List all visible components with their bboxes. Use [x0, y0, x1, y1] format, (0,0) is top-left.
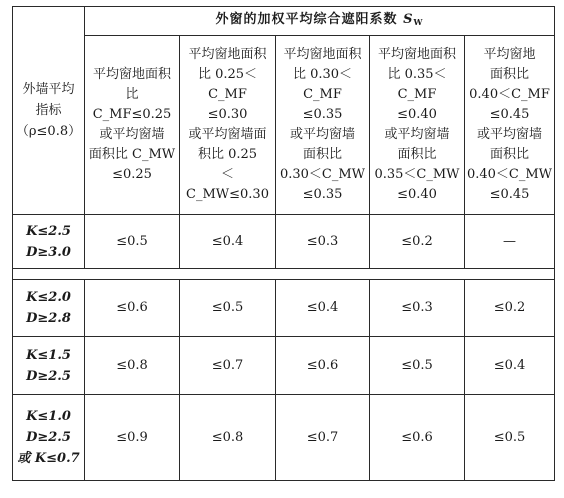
table-row	[13, 280, 555, 337]
table-row	[13, 395, 555, 481]
table-cell: ≤0.4	[180, 215, 276, 269]
col2-line-4: 或平均窗墙面	[188, 127, 267, 142]
col5-line-5: 或平均窗墙	[477, 127, 543, 142]
col2-line-1: 平均窗地面积	[188, 47, 267, 62]
table-cell: ≤0.5	[180, 280, 276, 337]
table-cell: ≤0.2	[465, 280, 555, 337]
table-cell: ≤0.4	[465, 337, 555, 395]
table-cell: ≤0.8	[180, 395, 276, 481]
row3-label-line-1: K≤1.5	[26, 347, 71, 363]
col1-line-1: 平均窗地面积	[92, 67, 171, 82]
table-cell: ≤0.5	[85, 215, 180, 269]
table-cell: ≤0.4	[276, 280, 370, 337]
row1-label-line-1: K≤2.5	[26, 223, 71, 239]
row-label	[13, 215, 85, 269]
table-cell: ≤0.5	[370, 337, 465, 395]
col4-line-7: ≤0.40	[397, 187, 437, 202]
col2-line-5: 积比 0.25	[197, 147, 258, 162]
col1-line-2: 比 C_MF≤0.25	[92, 87, 172, 122]
row3-label-line-2: D≥2.5	[26, 368, 71, 384]
col5-line-1: 平均窗地	[483, 47, 536, 62]
column-header-3	[276, 36, 370, 215]
table-cell: ≤0.7	[276, 395, 370, 481]
table-cell: ≤0.3	[370, 280, 465, 337]
col5-line-6: 面积比	[490, 147, 530, 162]
table-row	[13, 215, 555, 269]
column-header-2	[180, 36, 276, 215]
row2-label-line-2: D≥2.8	[26, 311, 71, 326]
col3-line-5: 面积比	[302, 147, 342, 162]
column-header-5	[465, 36, 555, 215]
header-left-label	[13, 7, 85, 215]
row-label	[13, 280, 85, 337]
header-left-line-1: 外墙平均	[22, 82, 75, 97]
col4-line-4: 或平均窗墙	[384, 127, 450, 142]
table-cell: ≤0.6	[370, 395, 465, 481]
col3-line-2: 比 0.30＜C_MF	[292, 67, 353, 102]
row-label	[13, 395, 85, 481]
table-cell: ≤0.9	[85, 395, 180, 481]
table-cell: ≤0.6	[85, 280, 180, 337]
row-label	[13, 337, 85, 395]
col4-line-3: ≤0.40	[397, 107, 437, 122]
col2-line-3: ≤0.30	[207, 107, 248, 122]
col3-line-6: 0.30＜C_MW	[279, 167, 366, 182]
header-main-symbol: S	[403, 12, 414, 27]
column-header-1	[85, 36, 180, 215]
col1-line-4: 面积比 C_MW	[88, 147, 176, 162]
header-left-line-2: 指标	[35, 103, 62, 118]
col3-line-3: ≤0.35	[302, 107, 343, 122]
col3-line-7: ≤0.35	[302, 187, 343, 202]
col4-line-1: 平均窗地面积	[377, 47, 456, 62]
col3-line-4: 或平均窗墙	[289, 127, 355, 142]
separator-gap	[13, 269, 555, 280]
col5-line-4: ≤0.45	[489, 107, 530, 122]
header-main-symbol-sub: W	[413, 17, 424, 27]
table-cell: ≤0.3	[276, 215, 370, 269]
row-separator	[13, 269, 555, 280]
table-cell: —	[465, 215, 555, 269]
col4-line-5: 面积比	[397, 147, 437, 162]
header-left-line-3: （ρ≤0.8）	[15, 124, 82, 139]
table-cell: ≤0.8	[85, 337, 180, 395]
col4-line-2: 比 0.35＜C_MF	[387, 67, 447, 102]
col4-line-6: 0.35＜C_MW	[374, 167, 460, 182]
row1-label-line-2: D≥3.0	[26, 244, 71, 260]
row4-label-line-2: D≥2.5	[26, 430, 71, 445]
shading-coefficient-table	[12, 6, 555, 481]
table-cell: ≤0.2	[370, 215, 465, 269]
col1-line-3: 或平均窗墙	[99, 127, 165, 142]
table-cell: ≤0.6	[276, 337, 370, 395]
table-cell: ≤0.7	[180, 337, 276, 395]
header-main-title-text: 外窗的加权平均综合遮阳系数	[215, 12, 398, 27]
row2-label-line-1: K≤2.0	[26, 290, 71, 305]
row4-label-line-1: K≤1.0	[26, 409, 71, 424]
col1-line-5: ≤0.25	[112, 167, 152, 182]
table-row	[13, 337, 555, 395]
col2-line-2: 比 0.25＜C_MF	[197, 67, 258, 102]
col5-line-8: ≤0.45	[489, 187, 530, 202]
col5-line-7: 0.40＜C_MW	[466, 167, 553, 182]
col5-line-3: 0.40＜C_MF	[469, 87, 550, 102]
header-main-title	[85, 7, 555, 36]
table-cell: ≤0.5	[465, 395, 555, 481]
column-header-4	[370, 36, 465, 215]
col3-line-1: 平均窗地面积	[283, 47, 362, 62]
row4-label-line-3: 或 K≤0.7	[17, 451, 80, 466]
table-wrapper	[12, 6, 554, 494]
col2-line-6: ＜C_MW≤0.30	[186, 167, 269, 202]
col5-line-2: 面积比	[490, 67, 530, 82]
